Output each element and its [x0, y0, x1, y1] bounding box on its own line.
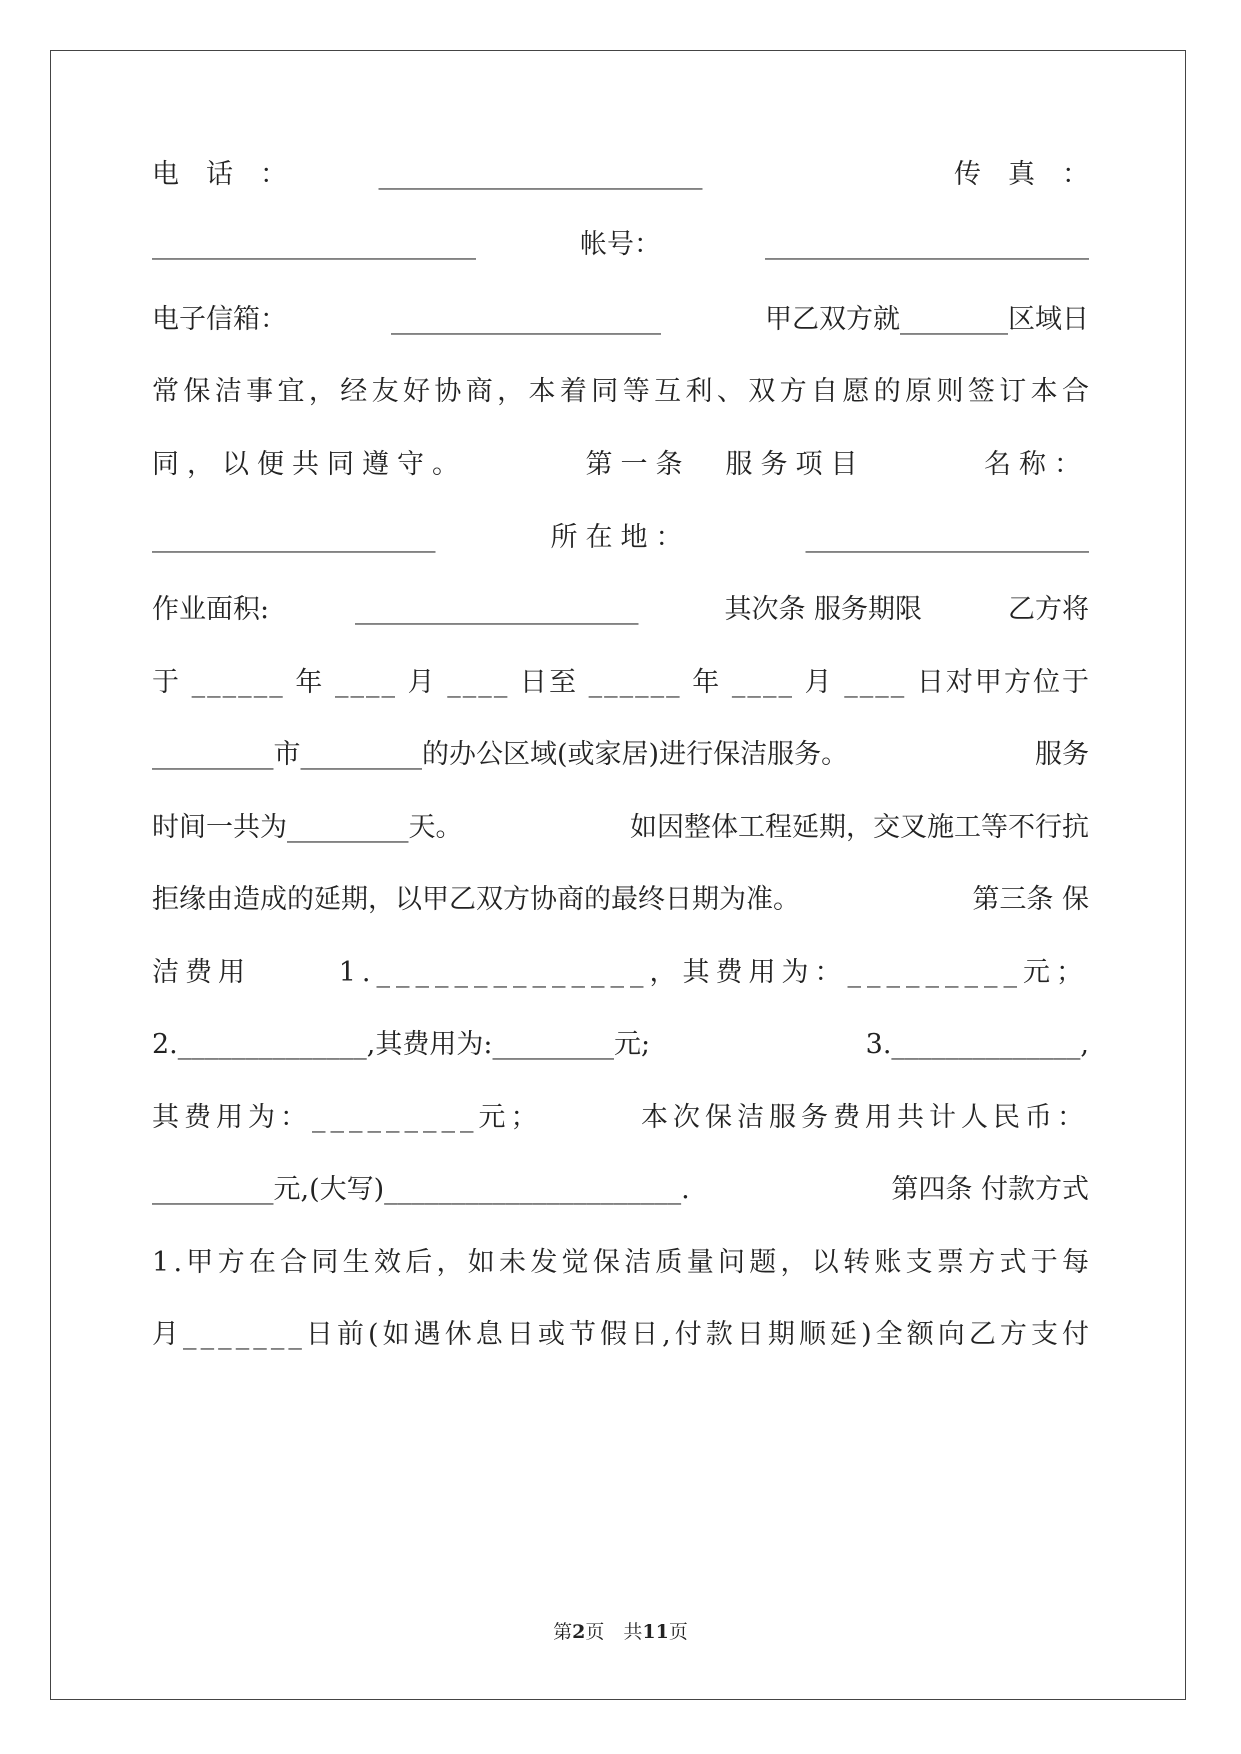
name-field: _____________________: [152, 522, 436, 553]
delay-line: [152, 880, 1089, 920]
payment-line-2: [152, 1315, 1094, 1355]
body-text: 服务: [1035, 739, 1089, 770]
account-label: 帐号：: [580, 229, 661, 260]
service-location-line: [152, 735, 1089, 775]
location-field: _____________________: [805, 522, 1089, 553]
agreement-intro-text: 甲乙双方就: [765, 304, 900, 335]
name-label: 名称：: [984, 449, 1089, 480]
location-line: [152, 518, 1089, 558]
body-text: 1.甲方在合同生效后，如未发觉保洁质量问题，以转账支票方式于每: [152, 1247, 1094, 1278]
region-field: ________: [900, 304, 1008, 335]
footer-suffix: 页: [668, 1621, 688, 1643]
body-text: 常保洁事宜，经友好协商，本着同等互利、双方自愿的原则签订本合: [152, 376, 1094, 407]
email-field: ____________________: [391, 304, 661, 335]
service-duration-line: [152, 808, 1089, 848]
area-label: 作业面积:: [152, 594, 270, 625]
article-1-line: [152, 445, 1089, 485]
fee-total-line: [152, 1098, 1089, 1138]
fee-total-label: 本次保洁服务费用共计人民币：: [641, 1102, 1089, 1133]
body-text: 同，以便共同遵守。: [152, 449, 467, 480]
account-field: ________________________: [765, 229, 1089, 260]
area-field: _____________________: [355, 594, 639, 625]
fee-item-1: 1.______________，其费用为：_________元；: [338, 957, 1089, 988]
fax-label: 传 真 ：: [954, 159, 1089, 190]
phone-label: 电 话 ：: [152, 159, 287, 190]
body-text: 时间一共为_________天。: [152, 812, 463, 843]
footer-prefix: 第: [553, 1621, 573, 1643]
agreement-intro-tail: 区域日: [1008, 304, 1089, 335]
body-text: 洁费用: [152, 957, 251, 988]
fee-amount-line: [152, 1170, 1089, 1210]
phone-field: ________________________: [378, 159, 703, 190]
body-text: 其费用为：_________元；: [152, 1102, 543, 1133]
agreement-intro: [765, 300, 1089, 340]
total-pages-number: 11: [642, 1621, 669, 1643]
email-line: [152, 300, 1089, 340]
account-line: [152, 225, 1089, 265]
email-label: 电子信箱：: [152, 304, 287, 335]
body-text: _________市_________的办公区域(或家居)进行保洁服务。: [152, 739, 849, 770]
footer-mid: 页 共: [585, 1621, 643, 1643]
article-3-heading: 第三条 保: [972, 884, 1089, 915]
fee-line-2: [152, 1025, 1089, 1065]
body-line: [152, 372, 1094, 412]
article-1-heading: 第一条 服务项目: [585, 449, 866, 480]
fee-amount-field: _________元,(大写)______________________.: [152, 1174, 690, 1205]
body-text: 拒缘由造成的延期，以甲乙双方协商的最终日期为准。: [152, 884, 800, 915]
fax-field: ________________________: [152, 229, 476, 260]
current-page-number: 2: [572, 1621, 586, 1643]
article-2-heading: 其次条 服务期限: [724, 594, 923, 625]
fee-item-2: 2.______________,其费用为:_________元;: [152, 1029, 651, 1060]
location-label: 所在地：: [550, 522, 691, 553]
area-line: [152, 590, 1089, 630]
body-text: 月_______日前(如遇休息日或节假日,付款日期顺延)全额向乙方支付: [152, 1319, 1094, 1350]
date-range-text: 于 ______ 年 ____ 月 ____ 日至 ______ 年 ____ 月 ____ 日对甲方位于: [152, 667, 1092, 698]
page-footer: [0, 1620, 1241, 1644]
fee-line-1: [152, 953, 1089, 993]
payment-line-1: [152, 1243, 1094, 1283]
date-range-line: [152, 663, 1092, 703]
body-text: 乙方将: [1007, 594, 1089, 625]
body-text: 如因整体工程延期，交叉施工等不行抗: [630, 812, 1089, 843]
page-border: [50, 50, 1186, 1700]
phone-fax-line: [152, 155, 1089, 195]
fee-item-3: 3.______________,: [865, 1029, 1089, 1060]
article-4-heading: 第四条 付款方式: [891, 1174, 1089, 1205]
